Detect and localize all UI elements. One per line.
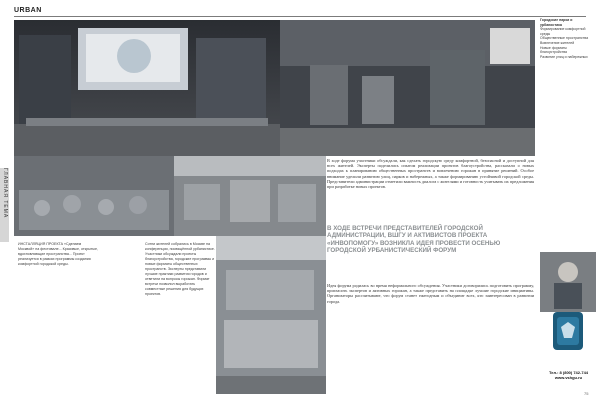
speaker-illustration (540, 252, 596, 312)
model-exhibition-illustration (216, 236, 326, 394)
sidebar-heading: Городские парки и урбанистика (540, 18, 573, 27)
crowd-illustration (14, 156, 174, 236)
conference-stage-photo (14, 20, 280, 156)
urban-model-illustration (174, 156, 326, 236)
article-body-top: В ходе форума участники обсуждали, как сделать городскую среду комфортной, безопасной и доступной для всех жителей. Эксперты поделились опытом реализации проектов благоустройства, рассказали о новых подходах к планированию общественных пространств и вовлечению горожан в принятие решений. Особое внимание уделили развитию улиц, парков и набережных, а также формированию устойчивой городской среды. Представители администрации отметили важность диалога с жителями и готовность учитывать их предложения при разработке новых проектов. (327, 158, 534, 190)
sidebar-item: Развитие улиц и набережных (540, 54, 588, 59)
rubric-label: URBAN (14, 7, 42, 14)
sidebar-column (540, 18, 592, 59)
section-side-tab (0, 168, 9, 242)
contact-phone: Тел.: 8 (800) 742-744 (548, 370, 589, 375)
page-number: 75 (584, 391, 589, 396)
left-photo-caption: ИНСТАЛЛЯЦИЯ ПРОЕКТА «Сделаем Москвой» на фестивале... Красивые, открытые, вдохновляющие пространства... Проект реализуется в рамках программы создания комфортной городской среды. (18, 242, 98, 266)
side-tab-label: ГЛАВНАЯ ТЕМА (2, 168, 8, 219)
exhibition-hall-photo (280, 20, 535, 156)
shield-icon (553, 312, 583, 350)
sidebar-item: Вовлечение жителей (540, 40, 575, 45)
contact-block (541, 370, 596, 380)
conference-stage-illustration (14, 20, 280, 156)
sidebar-item: Формирование комфортной среды (540, 27, 586, 36)
sidebar-item: Новые форматы благоустройства (540, 45, 567, 55)
contact-website: www.vshgu.ru (554, 375, 583, 380)
speaker-photo (540, 252, 596, 312)
article-body-bottom: Идея форума родилась во время неформального обсуждения. Участники договорились подготовить программу, пригласить экспертов и активных горожан, а также представить на площадке лучшие городские инициативы. Организаторы рассчитывают, что форум станет ежегодным и объединит всех, кто заинтересован в развитии города. (327, 283, 534, 304)
exhibition-hall-illustration (280, 20, 535, 156)
model-exhibition-photo (216, 236, 326, 394)
middle-photo-caption: Сотни жителей собрались в Москве на конференции, посвящённой урбанистике. Участники обсуждали проекты благоустройства, городские программы и новые форматы общественных пространств. Эксперты представили лучшие практики развития городов и ответили на вопросы горожан. Формат встречи позволил выработать совместные решения для будущих проектов. (145, 242, 215, 296)
urban-model-photo (174, 156, 326, 236)
university-logo (553, 312, 583, 350)
participants-crowd-photo (14, 156, 174, 236)
rubric-divider (14, 16, 586, 17)
sidebar-item: Общественные пространства (540, 36, 589, 41)
article-pull-quote: В ХОДЕ ВСТРЕЧИ ПРЕДСТАВИТЕЛЕЙ ГОРОДСКОЙ АДМИНИСТРАЦИИ, ВШГУ И АКТИВИСТОВ ПРОЕКТА «ИНВОПОМОГУ» ВОЗНИКЛА ИДЕЯ ПРОВЕСТИ ОСЕНЬЮ ГОРОДСКОЙ УРБАНИСТИЧЕСКИЙ ФОРУМ (327, 225, 501, 255)
